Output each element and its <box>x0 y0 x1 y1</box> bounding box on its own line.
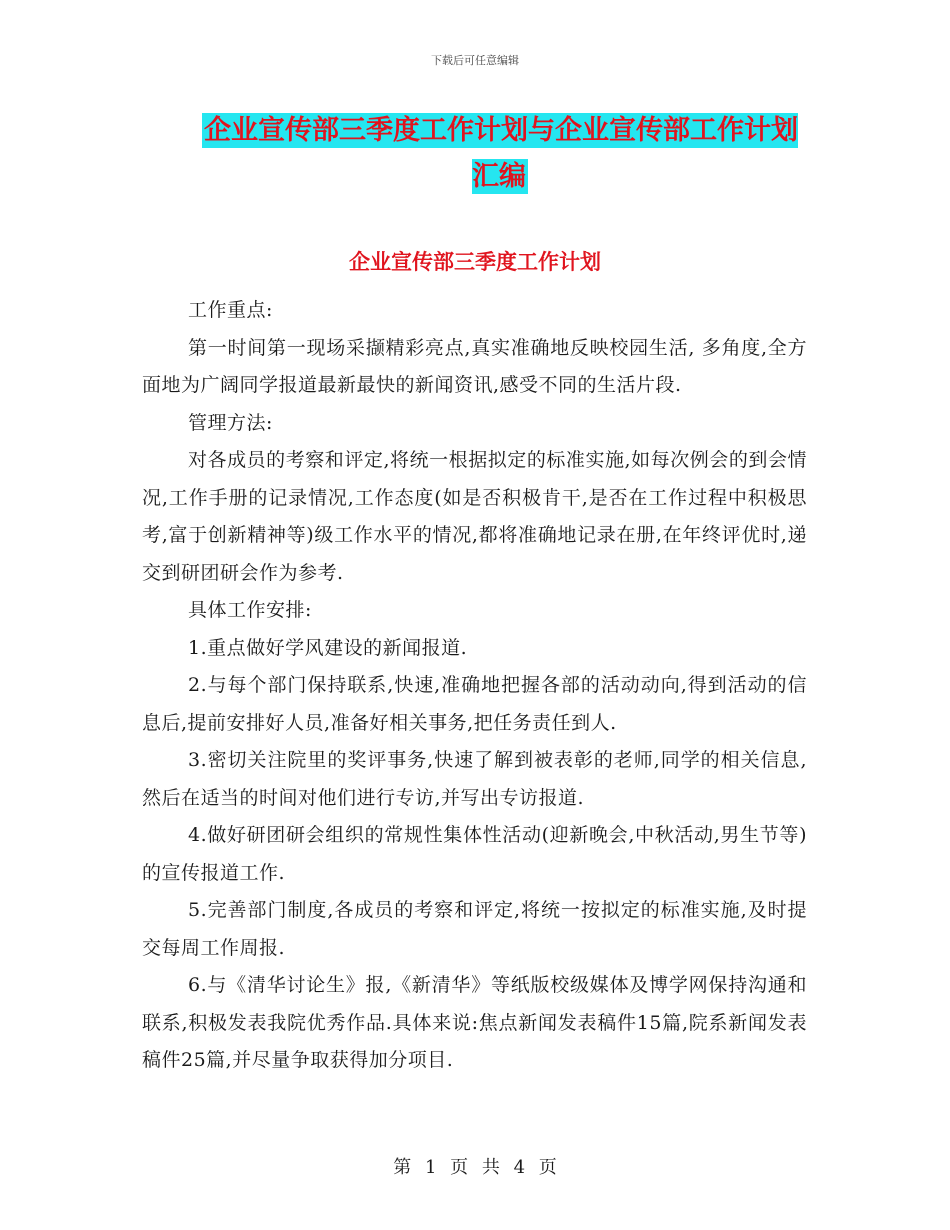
list-item: 5.完善部门制度,各成员的考察和评定,将统一按拟定的标准实施,及时提交每周工作周报. <box>142 899 807 959</box>
document-title-text: 企业宣传部三季度工作计划与企业宣传部工作计划汇编 <box>204 115 798 192</box>
paragraph: 第一时间第一现场采撷精彩亮点,真实准确地反映校园生活, 多角度,全方面地为广阔同学报道最新最快的新闻资讯,感受不同的生活片段. <box>142 336 807 396</box>
list-item: 4.做好研团研会组织的常规性集体性活动(迎新晚会,中秋活动,男生节等)的宣传报道工作. <box>142 824 807 884</box>
section-title: 企业宣传部三季度工作计划 <box>349 250 601 274</box>
paragraph: 对各成员的考察和评定,将统一根据拟定的标准实施,如每次例会的到会情况,工作手册的记录情况,工作态度(如是否积极肯干,是否在工作过程中积极思考,富于创新精神等)级工作水平的情况,都将准确地记录在册,在年终评优时,递交到研团研会作为参考. <box>142 449 807 584</box>
paragraph: 管理方法: <box>188 411 273 434</box>
document-title <box>190 108 810 200</box>
document-body <box>142 292 807 1080</box>
list-item: 2.与每个部门保持联系,快速,准确地把握各部的活动动向,得到活动的信息后,提前安排好人员,准备好相关事务,把任务责任到人. <box>142 674 807 734</box>
list-item: 1.重点做好学风建设的新闻报道. <box>188 636 468 659</box>
paragraph: 工作重点: <box>188 299 273 321</box>
list-item: 6.与《清华讨论生》报,《新清华》等纸版校级媒体及博学网保持沟通和联系,积极发表我院优秀作品.具体来说:焦点新闻发表稿件15篇,院系新闻发表稿件25篇,并尽量争取获得加分项目. <box>142 974 807 1071</box>
list-item: 3.密切关注院里的奖评事务,快速了解到被表彰的老师,同学的相关信息,然后在适当的时间对他们进行专访,并写出专访报道. <box>142 749 807 809</box>
header-note: 下载后可任意编辑 <box>431 54 519 67</box>
paragraph: 具体工作安排: <box>188 599 312 621</box>
page-footer: 第 1 页 共 4 页 <box>393 1157 557 1178</box>
